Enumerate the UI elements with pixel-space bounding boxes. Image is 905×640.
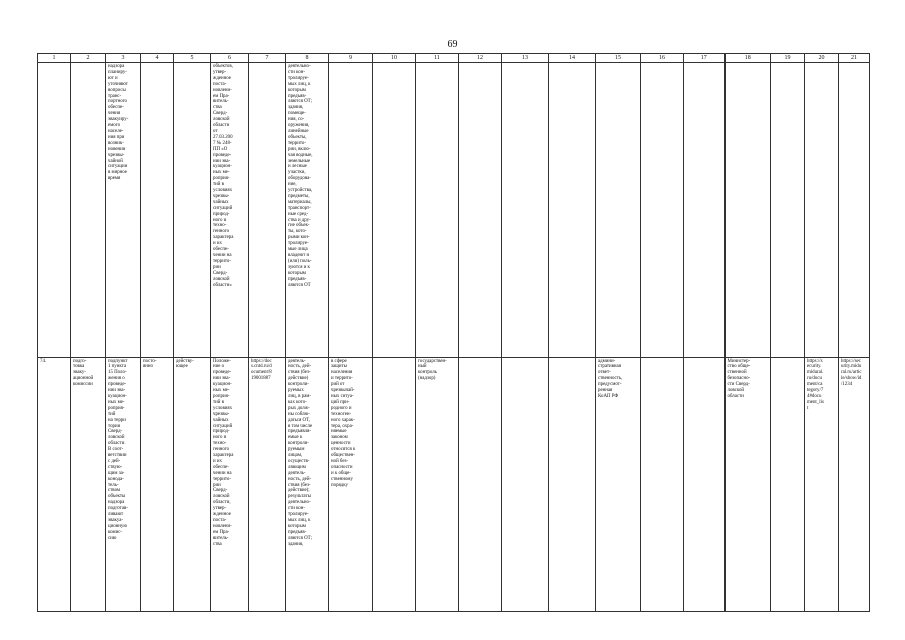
continuation-cell-col-6: объектов, утвер- жденное поста- новлени- ем Пра- витель- ства Сверд- ловской области от 27.03.200 7 № 248- ПП «О проведе- нии эва- куацион- ных ме- роприя- тий в условиях чрезвы- чайных ситуаций природ- ного и техно- генного характера и их обеспе- чении на террито- рии Сверд- ловской области» <box>211 63 249 358</box>
header-cell-col-12: 12 <box>459 54 502 63</box>
row74-cell-col-4: посто- янно <box>141 357 174 611</box>
row74-cell-col-6: Положе- ние о проведе- нии эва- куацион- ных ме- роприя- тий в условиях чрезвы- чайных ситуаций природ- ного и техно- генного характера и их обеспе- чении на террито- рии Сверд- ловской области, утвер- жденное поста- новлени- ем Пра- витель- ства <box>211 357 249 611</box>
header-cell-col-21: 21 <box>839 54 870 63</box>
continuation-cell-col-11 <box>416 63 459 358</box>
header-cell-col-15: 15 <box>596 54 641 63</box>
continuation-cell-col-5 <box>174 63 211 358</box>
header-cell-col-7: 7 <box>249 54 286 63</box>
row74-cell-col-16 <box>641 357 684 611</box>
header-cell-col-1: 1 <box>38 54 71 63</box>
header-cell-col-14: 14 <box>549 54 596 63</box>
continuation-cell-col-1 <box>38 63 71 358</box>
row74-cell-col-13 <box>502 357 549 611</box>
row74-cell-col-17 <box>684 357 725 611</box>
header-cell-col-9: 9 <box>329 54 373 63</box>
row74-cell-col-14 <box>549 357 596 611</box>
header-cell-col-19: 19 <box>771 54 805 63</box>
header-cell-col-20: 20 <box>805 54 839 63</box>
continuation-cell-col-20 <box>805 63 839 358</box>
row74-cell-col-2: подго- товка эваку- ационной комиссии <box>71 357 106 611</box>
header-cell-col-6: 6 <box>211 54 249 63</box>
header-cell-col-17: 17 <box>684 54 725 63</box>
row74-cell-col-21: https://sec urity.midu ral.ru/artic le/show/id /1234 <box>839 357 870 611</box>
header-cell-col-4: 4 <box>141 54 174 63</box>
header-cell-col-10: 10 <box>373 54 416 63</box>
row74-cell-col-12 <box>459 357 502 611</box>
row74-cell-col-11: государствен- ный контроль (надзор) <box>416 357 459 611</box>
row74-cell-col-10 <box>373 357 416 611</box>
continuation-cell-col-14 <box>549 63 596 358</box>
continuation-cell-col-17 <box>684 63 725 358</box>
continuation-cell-col-9 <box>329 63 373 358</box>
row74-cell-col-7: https://doc s.cntd.ru/d ocument/8 19001887 <box>249 357 286 611</box>
continuation-cell-col-3: надзора планиру- ют и уточняют вопросы транс- портного обеспе- чения эвакуиру- емого населе- ния при возник- новении чрезвы- чайной ситуации в мирное время <box>106 63 141 358</box>
header-cell-col-5: 5 <box>174 54 211 63</box>
header-cell-col-8: 8 <box>286 54 329 63</box>
continuation-cell-col-15 <box>596 63 641 358</box>
table-row-74 <box>38 357 870 611</box>
continuation-row <box>38 63 870 358</box>
continuation-cell-col-16 <box>641 63 684 358</box>
row74-cell-col-5: действу- ющее <box>174 357 211 611</box>
page-number: 69 <box>447 39 458 50</box>
header-cell-col-18: 18 <box>725 54 771 63</box>
row74-cell-col-19 <box>771 357 805 611</box>
header-cell-col-2: 2 <box>71 54 106 63</box>
row74-cell-col-20: https://s ecurity. midural. ru/docu ment/ca tegory/7 4#docu ment_lis t <box>805 357 839 611</box>
row74-cell-col-1: 74. <box>38 357 71 611</box>
header-cell-col-16: 16 <box>641 54 684 63</box>
continuation-cell-col-4 <box>141 63 174 358</box>
row74-cell-col-9: в сфере защиты населения и террито- рий от чрезвычай- ных ситуа- ций при- родного и техноген- ного харак- тера, охра- няемые законом ценности относятся к обществен- ной без- опасности и к обще- ственному порядку <box>329 357 373 611</box>
header-cell-col-3: 3 <box>106 54 141 63</box>
column-number-row <box>38 54 870 63</box>
continuation-cell-col-19 <box>771 63 805 358</box>
continuation-cell-col-13 <box>502 63 549 358</box>
header-cell-col-13: 13 <box>502 54 549 63</box>
row74-cell-col-15: админи- стративная ответ- ственность, предусмот- ренная КоАП РФ <box>596 357 641 611</box>
continuation-cell-col-2 <box>71 63 106 358</box>
continuation-cell-col-8: деятельно- сти кон- тролируе- мых лиц, к которым предъяв- ляются ОТ; здания, помеще- ния, со- оружения, линейные объекты, террито- рии, вклю- чая водные, земельные и лесные участки, оборудова- ние, устройства, предметы, материалы, транспорт- ные сред- ства и дру- гие объек- ты, кото- рыми кон- тролируе- мые лица владеют и (или) поль- зуются и к которым предъяв- ляются ОТ <box>286 63 329 358</box>
header-cell-col-11: 11 <box>416 54 459 63</box>
continuation-cell-col-7 <box>249 63 286 358</box>
row74-cell-col-18: Министер- ство обще- ственной безопасно- сти Сверд- ловской области <box>725 357 771 611</box>
continuation-cell-col-21 <box>839 63 870 358</box>
continuation-cell-col-18 <box>725 63 771 358</box>
continuation-cell-col-12 <box>459 63 502 358</box>
row74-cell-col-3: подпункт 1 пункта 15 Поло- жения о проведе- нии эва- куацион- ных ме- роприя- тий на терри тории Сверд- ловской области. В соот- ветствии с дей- ствую- щим за- конода- тель- ством объекты надзора подготав- ливают эвакуа- ционную комис- сию <box>106 357 141 611</box>
continuation-cell-col-10 <box>373 63 416 358</box>
row74-cell-col-8: деятель- ность, дей- ствия (без- действие) контроли- руемых лиц, в рам- ках кото- рых долж- ны соблю- даться ОТ, в том числе предъявля- емые к контроли- руемым лицам, осуществ- ляющим деятель- ность, дей- ствия (без- действие); результаты деятельно- сти кон- тролируе- мых лиц, к которым предъяв- ляются ОТ; здания, <box>286 357 329 611</box>
registry-table <box>37 53 870 612</box>
